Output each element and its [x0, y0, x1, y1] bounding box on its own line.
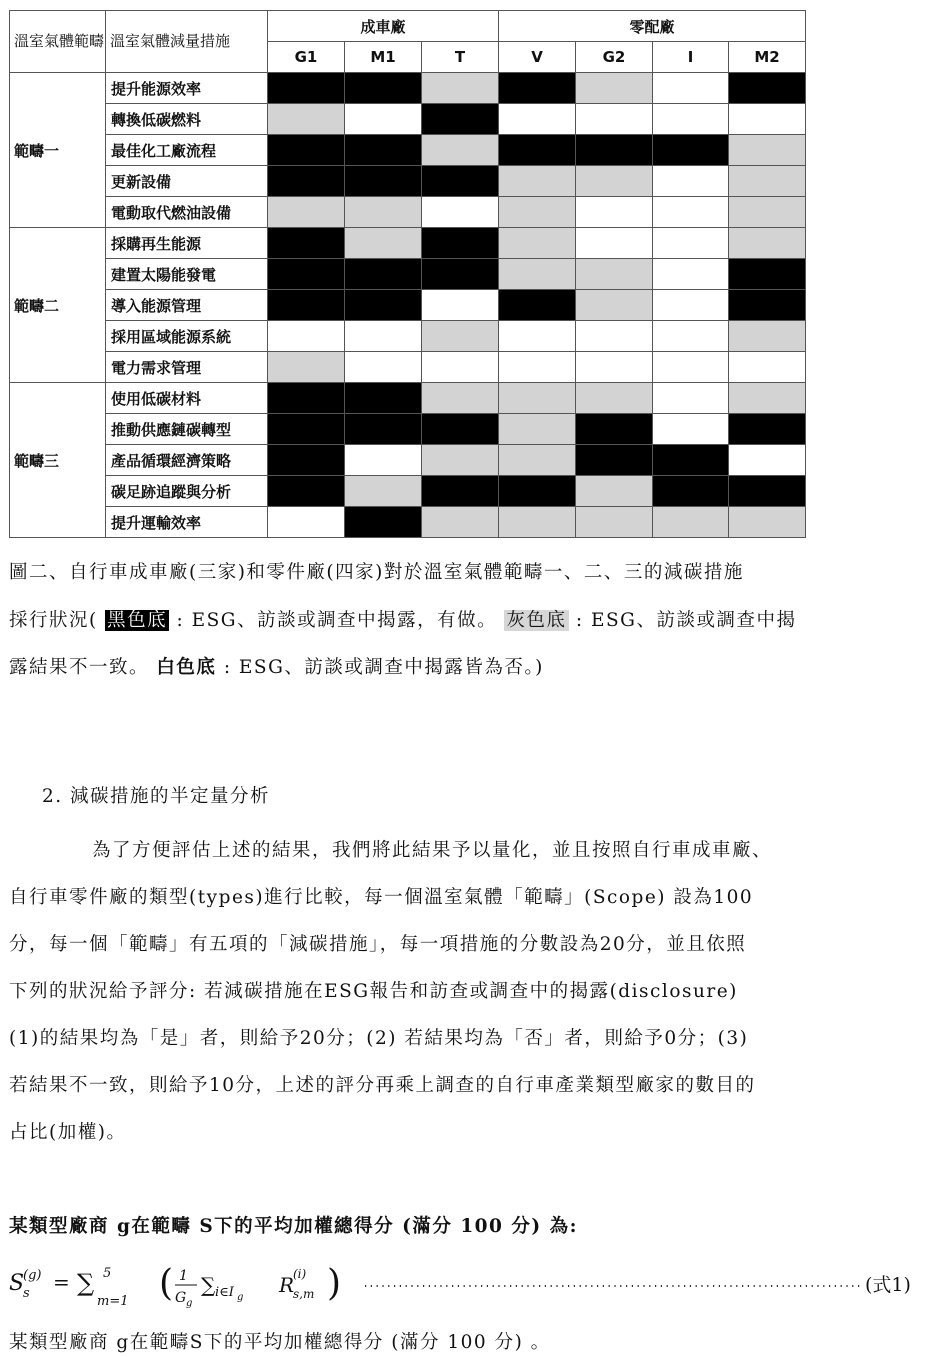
- table-row: [10, 383, 806, 414]
- status-cell-t: [422, 445, 499, 476]
- table-row: [10, 135, 806, 166]
- status-cell-v: [499, 352, 576, 383]
- column-header-i: I: [653, 42, 729, 73]
- measure-label: 採用區域能源系統: [106, 321, 268, 352]
- column-header-m1: M1: [345, 42, 422, 73]
- status-cell-i: [653, 166, 729, 197]
- status-cell-g1: [268, 445, 345, 476]
- caption-text: 露結果不一致。: [9, 657, 150, 678]
- status-cell-m1: [345, 73, 422, 104]
- status-cell-m1: [345, 414, 422, 445]
- measure-label: 使用低碳材料: [106, 383, 268, 414]
- status-cell-i: [653, 73, 729, 104]
- status-cell-v: [499, 166, 576, 197]
- status-cell-i: [653, 290, 729, 321]
- paragraph-line: 自行車零件廠的類型(types)進行比較，每一個溫室氣體「範疇」(Scope) 設為100: [9, 887, 754, 908]
- measure-label: 更新設備: [106, 166, 268, 197]
- status-cell-g2: [576, 414, 653, 445]
- status-cell-t: [422, 259, 499, 290]
- measure-label: 提升運輸效率: [106, 507, 268, 538]
- svg-text:S: S: [9, 1271, 25, 1296]
- status-cell-g2: [576, 383, 653, 414]
- status-cell-m1: [345, 259, 422, 290]
- formula-svg: [9, 1258, 924, 1310]
- formula-note: 某類型廠商 g在範疇S下的平均加權總得分 (滿分 100 分) 。: [9, 1332, 551, 1353]
- svg-text:m=1: m=1: [97, 1294, 129, 1309]
- header-group-parts: 零配廠: [499, 11, 806, 42]
- measure-label: 採購再生能源: [106, 228, 268, 259]
- table-row: [10, 228, 806, 259]
- status-cell-g1: [268, 73, 345, 104]
- status-cell-m2: [729, 228, 806, 259]
- status-cell-g2: [576, 321, 653, 352]
- status-cell-g1: [268, 259, 345, 290]
- svg-text:G: G: [175, 1290, 187, 1306]
- status-cell-m2: [729, 73, 806, 104]
- scope-label: 範疇三: [10, 383, 106, 538]
- status-cell-t: [422, 321, 499, 352]
- table-row: [10, 290, 806, 321]
- legend-gray: 灰色底: [506, 610, 567, 631]
- status-cell-t: [422, 135, 499, 166]
- measure-label: 碳足跡追蹤與分析: [106, 476, 268, 507]
- table-row: [10, 352, 806, 383]
- measure-label: 產品循環經濟策略: [106, 445, 268, 476]
- svg-text:g: g: [186, 1298, 193, 1309]
- measure-label: 推動供應鏈碳轉型: [106, 414, 268, 445]
- status-cell-m2: [729, 507, 806, 538]
- status-cell-g1: [268, 383, 345, 414]
- status-cell-i: [653, 445, 729, 476]
- caption-text: : ESG、訪談或調查中揭露，有做。: [176, 610, 498, 631]
- legend-white: 白色底: [156, 657, 217, 678]
- status-cell-g1: [268, 228, 345, 259]
- status-cell-m1: [345, 507, 422, 538]
- table-row: [10, 104, 806, 135]
- table-row: [10, 166, 806, 197]
- status-cell-g1: [268, 321, 345, 352]
- svg-text:): ): [327, 1263, 342, 1304]
- table-row: [10, 445, 806, 476]
- status-cell-i: [653, 321, 729, 352]
- svg-text:(i): (i): [293, 1267, 307, 1281]
- caption-text: : ESG、訪談或調查中揭露皆為否。): [223, 657, 544, 678]
- status-cell-m1: [345, 476, 422, 507]
- header-measure: 溫室氣體減量措施: [106, 11, 268, 73]
- status-cell-m1: [345, 166, 422, 197]
- status-cell-v: [499, 445, 576, 476]
- status-cell-m2: [729, 352, 806, 383]
- status-cell-i: [653, 383, 729, 414]
- measures-table: [9, 10, 806, 538]
- status-cell-m1: [345, 321, 422, 352]
- status-cell-m2: [729, 135, 806, 166]
- status-cell-i: [653, 104, 729, 135]
- status-cell-m1: [345, 228, 422, 259]
- paragraph-line: 若結果不一致，則給予10分，上述的評分再乘上調查的自行車產業類型廠家的數目的: [9, 1075, 756, 1096]
- formula-equation: [9, 1258, 924, 1310]
- status-cell-g2: [576, 228, 653, 259]
- status-cell-g1: [268, 507, 345, 538]
- status-cell-m1: [345, 135, 422, 166]
- status-cell-t: [422, 476, 499, 507]
- status-cell-g1: [268, 166, 345, 197]
- status-cell-g2: [576, 290, 653, 321]
- status-cell-m1: [345, 352, 422, 383]
- status-cell-m2: [729, 445, 806, 476]
- section-heading: 2. 減碳措施的半定量分析: [42, 786, 271, 807]
- table-row: [10, 259, 806, 290]
- status-cell-v: [499, 414, 576, 445]
- status-cell-i: [653, 228, 729, 259]
- measure-label: 電動取代燃油設備: [106, 197, 268, 228]
- legend-black: 黑色底: [107, 610, 168, 631]
- svg-text:∑: ∑: [201, 1273, 216, 1297]
- status-cell-g2: [576, 476, 653, 507]
- paragraph-line: 為了方便評估上述的結果，我們將此結果予以量化，並且按照自行車成車廠、: [92, 840, 773, 861]
- column-header-m2: M2: [729, 42, 806, 73]
- status-cell-g2: [576, 197, 653, 228]
- svg-text:1: 1: [179, 1268, 188, 1284]
- measure-label: 最佳化工廠流程: [106, 135, 268, 166]
- status-cell-t: [422, 383, 499, 414]
- status-cell-g2: [576, 73, 653, 104]
- status-cell-m2: [729, 414, 806, 445]
- status-cell-t: [422, 166, 499, 197]
- caption-text: 採行狀況(: [9, 610, 98, 631]
- status-cell-g1: [268, 104, 345, 135]
- paragraph-line: 下列的狀況給予評分: 若減碳措施在ESG報告和訪查或調查中的揭露(disclosure): [9, 981, 738, 1002]
- status-cell-v: [499, 73, 576, 104]
- status-cell-g1: [268, 135, 345, 166]
- svg-text:i∈I: i∈I: [215, 1285, 234, 1300]
- status-cell-g2: [576, 445, 653, 476]
- status-cell-i: [653, 197, 729, 228]
- status-cell-m1: [345, 383, 422, 414]
- paragraph-line: 占比(加權)。: [9, 1122, 127, 1143]
- status-cell-t: [422, 228, 499, 259]
- status-cell-v: [499, 290, 576, 321]
- table-row: [10, 197, 806, 228]
- status-cell-g1: [268, 352, 345, 383]
- status-cell-i: [653, 476, 729, 507]
- status-cell-v: [499, 104, 576, 135]
- status-cell-t: [422, 197, 499, 228]
- svg-text:R: R: [279, 1273, 295, 1297]
- svg-text:(g): (g): [23, 1268, 42, 1283]
- status-cell-m2: [729, 476, 806, 507]
- status-cell-m2: [729, 104, 806, 135]
- status-cell-t: [422, 352, 499, 383]
- status-cell-v: [499, 507, 576, 538]
- column-header-g2: G2: [576, 42, 653, 73]
- status-cell-v: [499, 228, 576, 259]
- status-cell-m1: [345, 445, 422, 476]
- status-cell-t: [422, 104, 499, 135]
- measure-label: 電力需求管理: [106, 352, 268, 383]
- status-cell-g2: [576, 104, 653, 135]
- status-cell-g1: [268, 414, 345, 445]
- status-cell-g1: [268, 290, 345, 321]
- status-cell-v: [499, 476, 576, 507]
- header-scope: 溫室氣體範疇: [10, 11, 106, 73]
- svg-text:=: =: [53, 1270, 70, 1294]
- formula-number: (式1): [865, 1274, 911, 1296]
- caption-line-2: [9, 606, 796, 632]
- status-cell-m1: [345, 197, 422, 228]
- status-cell-g1: [268, 476, 345, 507]
- status-cell-i: [653, 414, 729, 445]
- column-header-v: V: [499, 42, 576, 73]
- status-cell-m2: [729, 197, 806, 228]
- paragraph-line: (1)的結果均為「是」者，則給予20分；(2) 若結果均為「否」者，則給予0分；(3): [9, 1028, 749, 1049]
- status-cell-t: [422, 414, 499, 445]
- status-cell-m2: [729, 259, 806, 290]
- paragraph-line: 分，每一個「範疇」有五項的「減碳措施」，每一項措施的分數設為20分，並且依照: [9, 934, 747, 955]
- status-cell-i: [653, 259, 729, 290]
- table-row: [10, 476, 806, 507]
- svg-text:s,m: s,m: [293, 1287, 315, 1301]
- status-cell-v: [499, 197, 576, 228]
- caption-text: : ESG、訪談或調查中揭: [575, 610, 797, 631]
- status-cell-m2: [729, 166, 806, 197]
- status-cell-v: [499, 259, 576, 290]
- status-cell-v: [499, 383, 576, 414]
- measure-label: 建置太陽能發電: [106, 259, 268, 290]
- header-group-assembler: 成車廠: [268, 11, 499, 42]
- status-cell-g2: [576, 259, 653, 290]
- svg-text:∑: ∑: [77, 1269, 95, 1297]
- status-cell-i: [653, 507, 729, 538]
- formula-title: 某類型廠商 g在範疇 S下的平均加權總得分 (滿分 100 分) 為:: [9, 1216, 578, 1237]
- measure-label: 導入能源管理: [106, 290, 268, 321]
- status-cell-g2: [576, 507, 653, 538]
- caption-line-1: 圖二、自行車成車廠(三家)和零件廠(四家)對於溫室氣體範疇一、二、三的減碳措施: [9, 562, 744, 583]
- table-row: [10, 321, 806, 352]
- status-cell-g2: [576, 352, 653, 383]
- measure-label: 提升能源效率: [106, 73, 268, 104]
- status-cell-v: [499, 321, 576, 352]
- table-row: [10, 414, 806, 445]
- status-cell-g2: [576, 166, 653, 197]
- column-header-t: T: [422, 42, 499, 73]
- svg-text:5: 5: [103, 1266, 112, 1281]
- status-cell-g2: [576, 135, 653, 166]
- status-cell-m2: [729, 290, 806, 321]
- status-cell-t: [422, 507, 499, 538]
- column-header-g1: G1: [268, 42, 345, 73]
- svg-text:g: g: [237, 1292, 244, 1303]
- scope-label: 範疇一: [10, 73, 106, 228]
- status-cell-i: [653, 352, 729, 383]
- svg-text:s: s: [23, 1286, 30, 1301]
- status-cell-m2: [729, 383, 806, 414]
- measure-label: 轉換低碳燃料: [106, 104, 268, 135]
- table-row: [10, 507, 806, 538]
- status-cell-g1: [268, 197, 345, 228]
- status-cell-m1: [345, 104, 422, 135]
- status-cell-i: [653, 135, 729, 166]
- status-cell-v: [499, 135, 576, 166]
- status-cell-m2: [729, 321, 806, 352]
- status-cell-t: [422, 73, 499, 104]
- caption-line-3: [9, 653, 544, 679]
- table-row: [10, 73, 806, 104]
- scope-label: 範疇二: [10, 228, 106, 383]
- status-cell-m1: [345, 290, 422, 321]
- status-cell-t: [422, 290, 499, 321]
- svg-text:(: (: [159, 1263, 174, 1304]
